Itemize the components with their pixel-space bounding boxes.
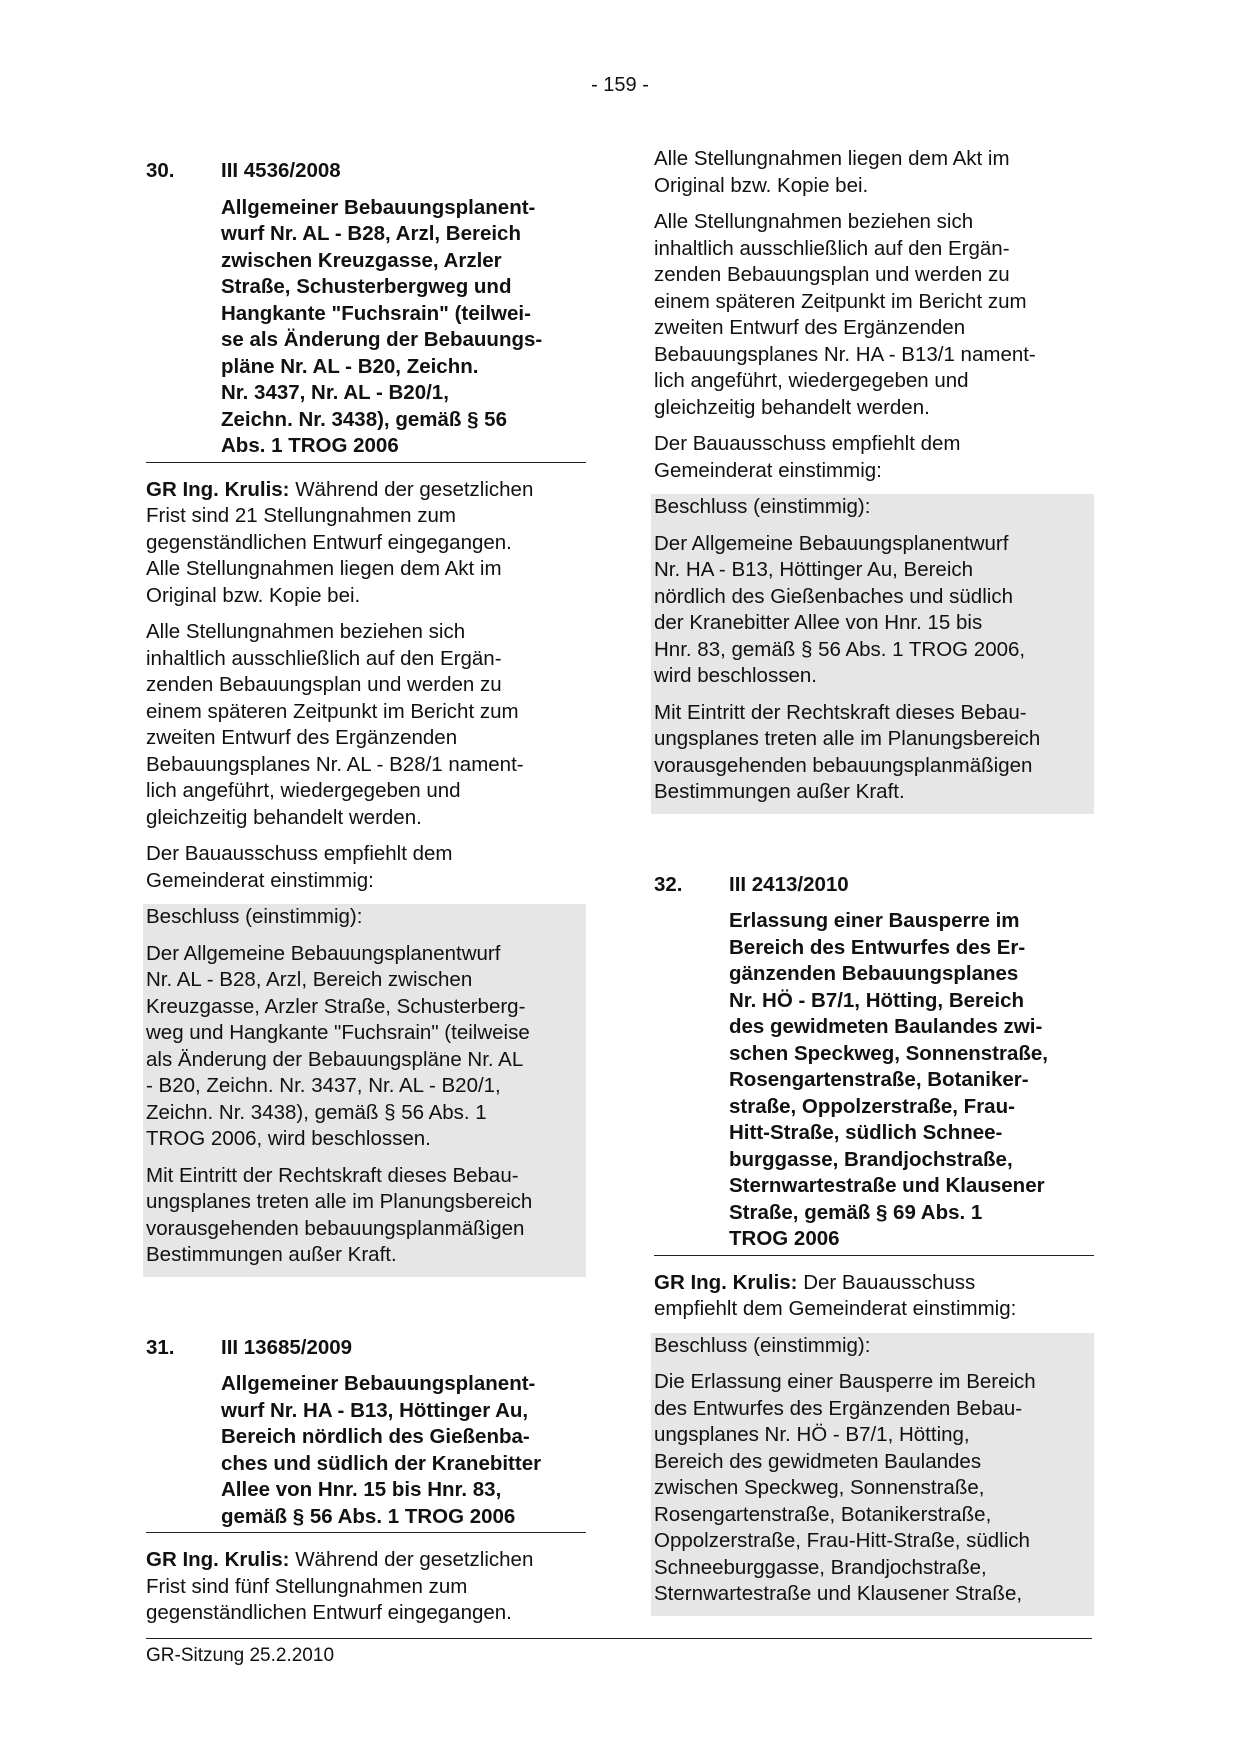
title-divider — [146, 1532, 586, 1533]
recommendation-paragraph: Der Bauausschuss empfiehlt dem Gemeinderat einstimmig: — [146, 842, 453, 892]
item-title: Allgemeiner Bebauungsplanent- wurf Nr. HA - B13, Höttinger Au, Bereich nördlich des Gießenba- ches und südlich der Kranebitter Allee von Hnr. 15 bis Hnr. 83, gemäß § 56 Abs. 1 TROG 2006 — [221, 1372, 542, 1528]
agenda-item-32 — [654, 872, 1094, 1616]
resolution-label: Beschluss (einstimmig): — [654, 1333, 871, 1357]
resolution-box — [651, 1333, 1094, 1616]
page-number: - 159 - — [591, 74, 649, 96]
resolution-label: Beschluss (einstimmig): — [146, 905, 363, 928]
footer-text: GR-Sitzung 25.2.2010 — [146, 1645, 335, 1666]
item-title: Erlassung einer Bausperre im Bereich des Entwurfes des Er- gänzenden Bebauungsplanes Nr. HÖ - B7/1, Hötting, Bereich des gewidmeten Baulandes zwi- schen Speckweg, Sonnenstraße, Rosengartenstraße, Botaniker- straße, Oppolzerstraße, Frau- Hitt-Straße, südlich Schnee- burggasse, Brandjochstraße, Sternwartestraße und Klausener Straße, gemäß § 69 Abs. 1 TROG 2006 — [729, 909, 1048, 1250]
speaker-paragraph — [654, 1270, 1094, 1323]
speaker-paragraph — [146, 1547, 586, 1627]
item-number: 32. — [654, 872, 683, 896]
speaker-paragraph — [146, 477, 586, 610]
item-number: 30. — [146, 159, 175, 182]
item-heading — [146, 1335, 586, 1362]
recommendation-paragraph: Der Bauausschuss empfiehlt dem Gemeinderat einstimmig: — [654, 432, 961, 482]
speaker-text: Während der gesetzlichen Frist sind 21 Stellungnahmen zum gegenständlichen Entwurf eingegangen. Alle Stellungnahmen liegen dem Akt im Original bzw. Kopie bei. — [146, 477, 534, 607]
speaker-name: GR Ing. Krulis: — [146, 1548, 290, 1571]
agenda-item-30 — [146, 158, 586, 1277]
speaker-text: Während der gesetzlichen Frist sind fünf Stellungnahmen zum gegenständlichen Entwurf eingegangen. — [146, 1548, 534, 1624]
legal-effect-text: Mit Eintritt der Rechtskraft dieses Bebau- ungsplanes treten alle im Planungsbereich vorausgehenden bebauungsplanmäßigen Bestimmungen außer Kraft. — [654, 700, 1041, 803]
resolution-label: Beschluss (einstimmig): — [654, 495, 871, 518]
resolution-box — [143, 904, 586, 1277]
speaker-text-continued: Alle Stellungnahmen liegen dem Akt im Original bzw. Kopie bei. — [654, 147, 1010, 197]
right-column — [654, 146, 1094, 1616]
item-heading — [146, 158, 586, 185]
item-reference: III 2413/2010 — [729, 872, 849, 896]
resolution-box — [651, 494, 1094, 814]
body-paragraph: Alle Stellungnahmen beziehen sich inhaltlich ausschließlich auf den Ergän- zenden Bebauungsplan und werden zu einem späteren Zeitpunkt im Bericht zum zweiten Entwurf des Ergänzenden Bebauungsplanes Nr. HA - B13/1 nament- lich angeführt, wiedergegeben und gleichzeitig behandelt werden. — [654, 210, 1036, 419]
item-reference: III 4536/2008 — [221, 159, 341, 182]
footer-divider — [146, 1638, 1092, 1639]
left-column — [146, 158, 586, 1637]
resolution-text: Der Allgemeine Bebauungsplanentwurf Nr. HA - B13, Höttinger Au, Bereich nördlich des Gießenbaches und südlich der Kranebitter Allee von Hnr. 15 bis Hnr. 83, gemäß § 56 Abs. 1 TROG 2006, wird beschlossen. — [654, 531, 1026, 687]
item-title: Allgemeiner Bebauungsplanent- wurf Nr. AL - B28, Arzl, Bereich zwischen Kreuzgasse, Arzler Straße, Schusterbergweg und Hangkante "Fuchsrain" (teilwei- se als Änderung der Bebauungs- pläne Nr. AL - B20, Zeichn. Nr. 3437, Nr. AL - B20/1, Zeichn. Nr. 3438), gemäß § 56 Abs. 1 TROG 2006 — [221, 195, 543, 457]
title-divider — [654, 1255, 1094, 1256]
resolution-text: Die Erlassung einer Bausperre im Bereich des Entwurfes des Ergänzenden Bebau- ungsplanes Nr. HÖ - B7/1, Hötting, Bereich des gewidmeten Baulandes zwischen Speckweg, Sonnenstraße, Rosengartenstraße, Botanikerstraße, Oppolzerstraße, Frau-Hitt-Straße, südlich Schneeburggasse, Brandjochstraße, Sternwartestraße und Klausener Straße, — [654, 1370, 1036, 1605]
item-number: 31. — [146, 1335, 175, 1359]
item-heading — [654, 872, 1094, 899]
legal-effect-text: Mit Eintritt der Rechtskraft dieses Bebau- ungsplanes treten alle im Planungsbereich vorausgehenden bebauungsplanmäßigen Bestimmungen außer Kraft. — [146, 1163, 533, 1266]
agenda-item-31 — [146, 1335, 586, 1627]
body-paragraph: Alle Stellungnahmen beziehen sich inhaltlich ausschließlich auf den Ergän- zenden Bebauungsplan und werden zu einem späteren Zeitpunkt im Bericht zum zweiten Entwurf des Ergänzenden Bebauungsplanes Nr. AL - B28/1 nament- lich angeführt, wiedergegeben und gleichzeitig behandelt werden. — [146, 620, 524, 829]
title-divider — [146, 462, 586, 463]
speaker-name: GR Ing. Krulis: — [146, 477, 290, 501]
resolution-text: Der Allgemeine Bebauungsplanentwurf Nr. AL - B28, Arzl, Bereich zwischen Kreuzgasse, Arzler Straße, Schusterberg- weg und Hangkante "Fuchsrain" (teilweise als Änderung der Bebauungspläne Nr. AL - B20, Zeichn. Nr. 3437, Nr. AL - B20/1, Zeichn. Nr. 3438), gemäß § 56 Abs. 1 TROG 2006, wird beschlossen. — [146, 941, 530, 1150]
speaker-text: Der Bauausschuss empfiehlt dem Gemeinderat einstimmig: — [654, 1270, 1017, 1320]
item-reference: III 13685/2009 — [221, 1335, 353, 1359]
speaker-name: GR Ing. Krulis: — [654, 1270, 798, 1294]
